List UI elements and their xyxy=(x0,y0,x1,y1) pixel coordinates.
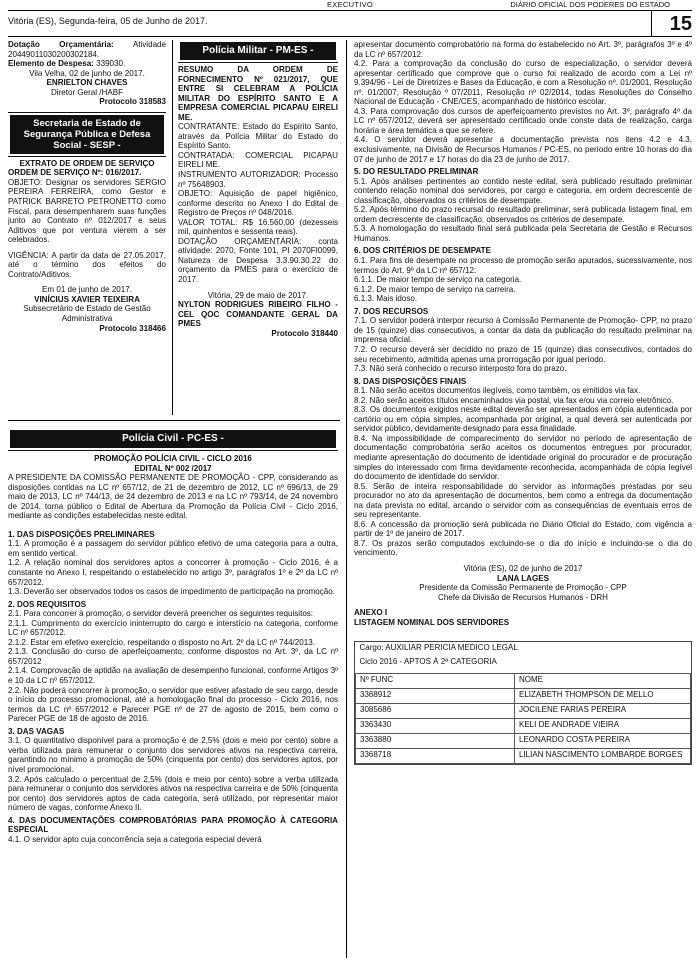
paragraph: 2.1.3. Conclusão do curso de aperfeiçoamento, conforme dispostos no Art. 3º, da LC nº 657/2012 xyxy=(8,647,338,666)
table-row xyxy=(356,734,691,749)
signer-role: Presidente da Comissão Permanente de Promoção - CPP xyxy=(419,583,627,593)
signer-name: VINÍCIUS XAVIER TEIXEIRA xyxy=(34,294,140,304)
section-banner-pc: Polícia Civil - PC-ES - xyxy=(8,428,338,450)
name-cell: LILIAN NASCIMENTO LOMBARDE BORGES xyxy=(515,749,691,764)
valor-text: VALOR TOTAL: R$ 16.560,00 (dezesseis mil, quinhentos e sessenta reais). xyxy=(178,217,338,237)
table-ciclo: Ciclo 2016 - APTOS À 2ª CATEGORIA xyxy=(359,657,497,667)
contratante-text: CONTRATANTE: Estado do Espírito Santo, através da Polícia Militar do Estado do Espírito Santo. xyxy=(178,122,338,151)
vigencia-text: VIGÊNCIA: A partir da data de 27.05.2017, até o término dos efeitos do Contrato/Aditivos. xyxy=(8,250,166,279)
resumo-title: RESUMO DA ORDEM DE FORNECIMENTO Nº 021/2017, QUE ENTRE SI CELEBRAM A POLÍCIA MILITAR DO ESPÍRITO SANTO E A EMPRESA COMERCIAL PICAPAU EIRELI ME. xyxy=(178,65,338,122)
column-header-func: Nº FUNC xyxy=(356,674,515,689)
signer-role: Chefe da Divisão de Recursos Humanos - DRH xyxy=(438,592,608,602)
table-row xyxy=(356,689,691,704)
dateline: Vitória (ES), Segunda-feira, 05 de Junho de 2017. xyxy=(8,16,208,26)
paragraph: 8.4. Na impossibilidade de comparecimento do servidor no período de apresentação de documentação comprobatória serão aceitos os documentos entregues por procurador, mediante apresentação do documento de identidade original do procurador e de procuração simples do interessado com firma devidamente reconhecida, acompanhada de cópia legível do documento de identidade do servidor. xyxy=(354,433,692,482)
section-heading: 4. DAS DOCUMENTAÇÕES COMPROBATÓRIAS PARA PROMOÇÃO À CATEGORIA ESPECIAL xyxy=(8,815,338,835)
paragraph: 4.4. O servidor deverá apresentar a documentação prevista nos itens 4.2 e 4.3, exclusivamente, na Divisão de Recursos Humanos / PC-ES, no período entre 10 horas do dia 07 de junho de 2017 e 17 horas do dia 23 de junho de 2017. xyxy=(354,135,692,164)
paragraph: 7.1. O servidor poderá interpor recurso à Comissão Permanente de Promoção- CPP, no prazo de 15 (quinze) dias consecutivos, a contar da data da publicação do resultado preliminar na imprensa oficial. xyxy=(354,316,692,345)
section-name: EXECUTIVO xyxy=(326,0,374,9)
date-line: Em 01 de junho de 2017. xyxy=(42,285,132,295)
func-number-cell: 3363880 xyxy=(356,734,515,749)
objeto-text: OBJETO: Designar os servidores SERGIO PEREIRA FERREIRA, como Gestor e PATRICK BARRETO PETRONETTO como Fiscal, para desempenharem suas funções junto ao Contrato nº 012/2017 e seus Aditivos que por ventura vierem a ser celebrados. xyxy=(8,177,166,245)
func-number-cell: 3363430 xyxy=(356,719,515,734)
paragraph: 6.1.1. De maior tempo de serviço na categoria. xyxy=(354,275,522,285)
table-row xyxy=(356,704,691,719)
paragraph: 2.1.1. Cumprimento do exercício ininterrupto do cargo e interstício na categoria, conforme LC nº 657/2012. xyxy=(8,618,338,638)
header-rule xyxy=(8,36,692,37)
name-cell: LEONARDO COSTA PEREIRA xyxy=(515,734,691,749)
paragraph: 3.1. O quantitativo disponível para a promoção é de 2,5% (dois e meio por cento) sobre a verba utilizada para remunerar o conjunto dos servidores ativos na respectiva carreira, garantindo no mínimo a promoção de 50% (cinquenta por cento) dos servidores aptos, por nível promocional. xyxy=(8,736,338,774)
table-row xyxy=(356,749,691,764)
section-heading: 2. DOS REQUISITOS xyxy=(8,599,87,609)
signer-role: Diretor Geral /HABF xyxy=(51,87,123,97)
column-middle-top xyxy=(178,40,338,420)
column-header-nome: NOME xyxy=(515,674,691,689)
paragraph: 6.1.3. Mais idoso. xyxy=(354,294,418,304)
protocol-number: Protocolo 318466 xyxy=(99,323,166,333)
instrumento-text: INSTRUMENTO AUTORIZADOR: Processo nº 75648903. xyxy=(178,170,338,189)
paragraph: 8.1. Não serão aceitos documentos ilegíveis, como também, os emitidos via fax. xyxy=(354,386,641,396)
objeto-text: OBJETO: Aquisição de papel higiênico, conforme descrito no Anexo I do Edital de Registro de Preços nº 048/2016. xyxy=(178,189,338,218)
paragraph: 7.2. O recurso deverá ser decidido no prazo de 15 (quinze) dias consecutivos, contados do seu recebimento, admitida apenas uma prorrogação por igual período. xyxy=(354,344,692,364)
dotacao-text: DOTAÇÃO ORÇAMENTÁRIA: conta atividade: 2070, Fonte 101, PI 2070FI0099, Natureza de Despesa 3.3.90.30.22 do orçamento da PMES para o exercício de 2017. xyxy=(178,236,338,285)
paragraph: 1.1. A promoção é a passagem do servidor público efetivo de uma categoria para a outra, em sentido vertical. xyxy=(8,539,338,558)
date-line: Vitória, 29 de maio de 2017. xyxy=(207,290,309,300)
edital-number: EDITAL Nº 002 /2017 xyxy=(134,463,212,473)
journal-name: DIÁRIO OFICIAL DOS PODERES DO ESTADO xyxy=(510,0,670,9)
protocol-number: Protocolo 318440 xyxy=(271,328,338,338)
anexo-title: ANEXO I xyxy=(354,608,388,618)
func-number-cell: 3368718 xyxy=(356,749,515,764)
column-left-bottom xyxy=(8,428,338,958)
paragraph: 2.1.2. Estar em efetivo exercício, respeitando o disposto no Art. 2º da LC nº 744/2013. xyxy=(8,637,315,647)
promocao-title: PROMOÇÃO POLÍCIA CIVIL - CICLO 2016 xyxy=(94,454,252,463)
paragraph: 7.3. Não será conhecido o recurso interposto fora do prazo. xyxy=(354,364,567,374)
paragraph: 8.5. Serão de inteira responsabilidade do servidor as informações prestadas por seu procurador no ato da apresentação de documentos, bem como a entrega da documentação na data prevista no edital, arcando o servidor com as consequências de eventuais erros de seu representante. xyxy=(354,481,692,520)
top-header-bar xyxy=(8,0,692,11)
paragraph: 3.2. Após calculado o percentual de 2,5% (dois e meio por cento) sobre a verba utilizada para remunerar o conjunto dos servidores ativos na respectiva carreira e de 50% (cinquenta por cento) dos servidores aptos de cada categoria, será utilizado, por representar maior número de vagas, conforme Anexo II. xyxy=(8,774,338,813)
paragraph: 5.1. Após análises pertinentes ao contido neste edital, será publicado resultado preliminar contendo relação nominal dos servidores, por cargo e categoria, em ordem decrescente de classificação, observados os critérios de desempate. xyxy=(354,176,692,205)
ordem-servico-number: ORDEM DE SERVIÇO Nº: 016/2017. xyxy=(8,168,142,178)
servers-table-box xyxy=(354,641,692,765)
paragraph: apresentar documento comprobatório na forma do estabelecido no Art. 3º, parágrafos 3º e 4º da LC nº 657/2012. xyxy=(354,40,692,59)
table-cargo: Cargo: AUXILIAR PERICIA MEDICO LEGAL xyxy=(359,643,518,653)
paragraph: 4.2. Para a comprovação da conclusão do curso de especialização, o servidor deverá apresentar certificado que comprove que o curso foi realizado de acordo com a Lei nº 9.394/96 - Lei de Diretrizes e Bases da Educação, e com a Resolução nº. 01/2001, Resolução nº. 01/2007, Resolução º 07/2011, Resolução nº 02/2014, todas Resoluções do Conselho Nacional de Educação - CNE/CES, acompanhado de histórico escolar. xyxy=(354,59,692,107)
name-cell: ELIZABETH THOMPSON DE MELLO xyxy=(515,689,691,704)
protocol-number: Protocolo 318583 xyxy=(99,97,166,107)
paragraph: 4.1. O servidor apto cuja concorrência seja a categoria especial deverá xyxy=(8,834,262,844)
paragraph: 1.2. A relação nominal dos servidores aptos a concorrer à promoção - Ciclo 2016, é a constante no Anexo I, respeitando o estabelecido no artigo 3º, parágrafos 1º e 2º da LC nº 657/2012. xyxy=(8,558,338,587)
section-rule xyxy=(8,420,340,421)
signer-name: ENRIELTON CHAVES xyxy=(46,78,128,88)
section-heading: 3. DAS VAGAS xyxy=(8,726,65,736)
section-heading: 6. DOS CRITÉRIOS DE DESEMPATE xyxy=(354,246,491,256)
paragraph: 8.2. Não serão aceitos títulos encaminhados via postal, via fax e/ou via correio eletrônico. xyxy=(354,395,674,405)
elemento-line: Elemento de Despesa: 339030. xyxy=(8,59,126,69)
paragraph: 8.3. Os documentos exigidos neste edital deverão ser apresentados em cópia autenticada por cartório ou em cópia simples, acompanhada por original, a qual deverá ser autenticada por servidor público, devidamente designado para essa finalidade. xyxy=(354,405,692,434)
paragraph: 4.3. Para comprovação dos cursos de aperfeiçoamento previstos no Art. 3º, parágrafo 4º da LC nº 657/2012, deverá ser apresentado certificado onde conste data de realização, carga horária e área temática a que se refere. xyxy=(354,106,692,135)
table-row xyxy=(356,719,691,734)
edital-body xyxy=(8,530,338,845)
section-heading: 8. DAS DISPOSIÇÕES FINAIS xyxy=(354,376,467,386)
section-heading: 5. DO RESULTADO PRELIMINAR xyxy=(354,167,479,177)
column-rule xyxy=(172,40,173,415)
servers-table xyxy=(355,642,691,764)
edital-body-continued xyxy=(354,40,692,558)
place-date: Vila Velha, 02 de junho de 2017. xyxy=(29,68,145,78)
column-rule xyxy=(346,40,347,958)
listagem-title: LISTAGEM NOMINAL DOS SERVIDORES xyxy=(354,617,510,627)
paragraph: 2.2. Não poderá concorrer à promoção, o servidor que estiver afastado de seu cargo, desde o início do processo promocional, até a homologação final do processo - Ciclo 2016, nos termos da LC nº 657/2012 e Parecer PGE nº de 27 de agosto de 2015, bem como o Parecer PGE de 18 de agosto de 2016. xyxy=(8,685,338,724)
paragraph: 8.6. A concessão da promoção será publicada no Diário Oficial do Estado, com vigência a partir de 1º de janeiro de 2017. xyxy=(354,519,692,539)
dotacao-line: Dotação Orçamentária: Atividade 20449011030200302184. xyxy=(8,40,166,59)
paragraph: 5.2. Após término do prazo recursal do resultado preliminar, será publicada listagem final, em ordem decrescente de classificação, observados os critérios de desempate. xyxy=(354,205,692,224)
paragraph: 6.1.2. De maior tempo de serviço na carreira. xyxy=(354,284,516,294)
section-heading: 1. DAS DISPOSIÇÕES PRELIMINARES xyxy=(8,529,155,539)
signer-role: Subsecretário de Estado de Gestão Administrativa xyxy=(23,304,151,324)
extrato-title: EXTRATO DE ORDEM DE SERVIÇO xyxy=(19,158,155,168)
name-cell: KELI DE ANDRADE VIEIRA xyxy=(515,719,691,734)
date-line: Vitória (ES), 02 de junho de 2017 xyxy=(463,563,583,573)
section-banner-pm: Polícia Militar - PM-ES - xyxy=(178,40,338,62)
page-number: 15 xyxy=(651,11,692,37)
name-cell: JOCILENE FARIAS PEREIRA xyxy=(515,704,691,719)
signer-name: LANA LAGES xyxy=(496,573,549,583)
paragraph: 6.1. Para fins de desempate no processo de promoção serão apurados, sucessivamente, nos termos do Art. 9º da LC nº 657/12: xyxy=(354,256,692,275)
edital-intro: A PRESIDENTE DA COMISSÃO PERMANENTE DE PROMOÇÃO - CPP, considerando as disposições contidas na LC nº 657/12, de 21 de dezembro de 2012, LC nº 696/13, de 29 maio de 2013, LC nº 744/13, de 24 dezembro de 2013 e na LC nº 793/14, de 24 novembro de 2014, torna público o Edital de Abertura da Promoção da Polícia Civil - Ciclo 2016, mediante as condições estabelecidas neste edital. xyxy=(8,473,338,521)
func-number-cell: 3368912 xyxy=(356,689,515,704)
signer-name: NYLTON RODRIGUES RIBEIRO FILHO - CEL QOC COMANDANTE GERAL DA PMES xyxy=(178,300,338,329)
contratada-text: CONTRATADA: COMERCIAL PICAPAU EIRELI ME. xyxy=(178,150,338,170)
paragraph: 2.1.4. Comprovação de aptidão na avaliação de desempenho funcional, conforme Artigos 3º e 10 da LC nº 657/2012. xyxy=(8,666,338,686)
paragraph: 8.7. Os prazos serão computados excluindo-se o dia do início e incluindo-se o dia do vencimento. xyxy=(354,538,692,558)
section-banner-sesp: Secretaria de Estado de Segurança Pública e Defesa Social - SESP - xyxy=(8,113,166,156)
paragraph: 1.3. Deverão ser observados todos os casos de impedimento de participação na promoção. xyxy=(8,587,335,597)
section-heading: 7. DOS RECURSOS xyxy=(354,306,429,316)
paragraph: 2.1. Para concorrer à promoção, o servidor deverá preencher os seguintes requisitos: xyxy=(8,609,314,619)
func-number-cell: 3085686 xyxy=(356,704,515,719)
paragraph: 5.3. A homologação do resultado final será publicada pela Secretaria de Gestão e Recursos Humanos. xyxy=(354,224,692,243)
column-left-top xyxy=(8,40,166,420)
column-right xyxy=(354,40,692,960)
